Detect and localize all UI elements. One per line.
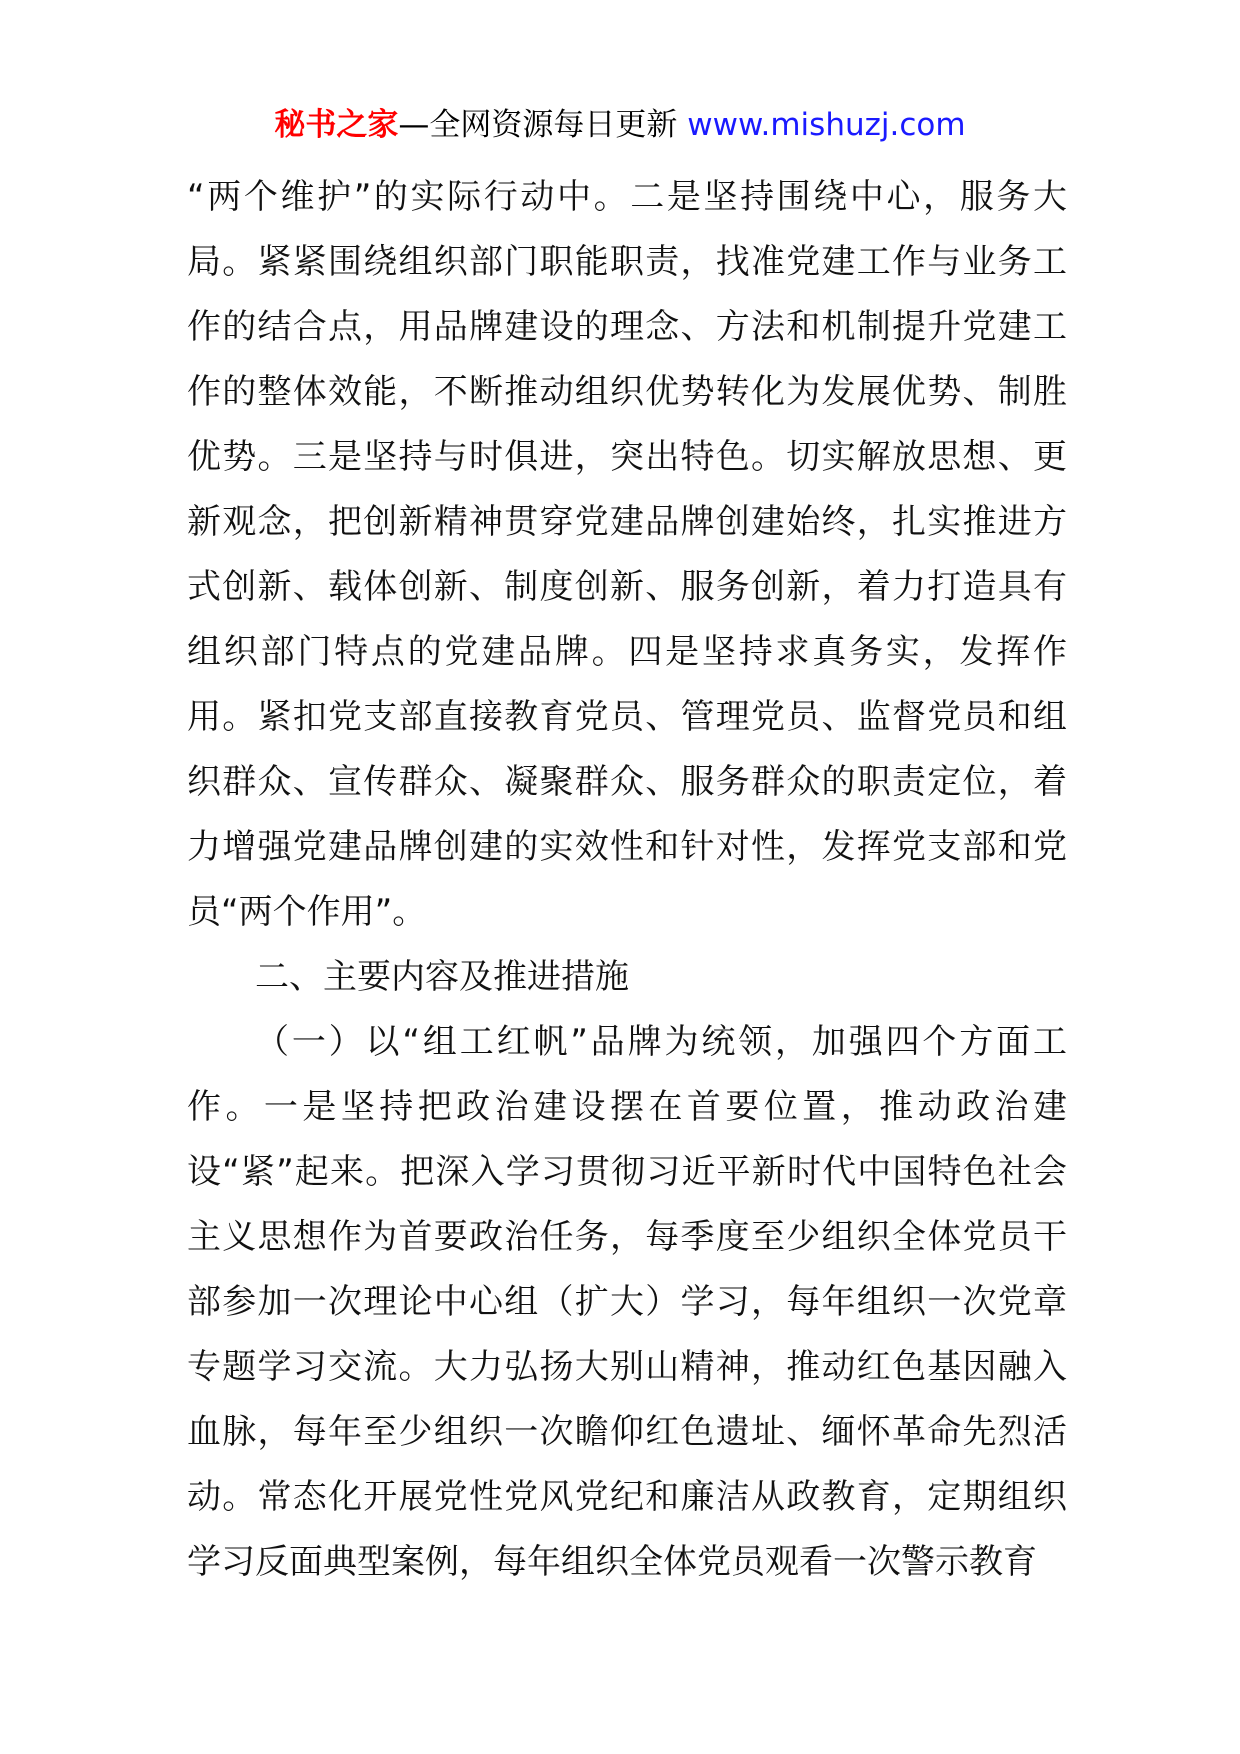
header-brand: 秘书之家 xyxy=(274,107,399,143)
paragraph-section-1: （一）以“组工红帆”品牌为统领，加强四个方面工作。一是坚持把政治建设摆在首要位置，推动政治建设“紧”起来。把深入学习贯彻习近平新时代中国特色社会主义思想作为首要政治任务，每季度至少组织全体党员干部参加一次理论中心组（扩大）学习，每年组织一次党章专题学习交流。大力弘扬大别山精神，推动红色基因融入血脉，每年至少组织一次瞻仰红色遗址、缅怀革命先烈活动。常态化开展党性党风党纪和廉洁从政教育，定期组织学习反面典型案例，每年组织全体党员观看一次警示教育 xyxy=(187,1022,1067,1582)
header-slogan: —全网资源每日更新 xyxy=(398,107,678,143)
header-url-link[interactable]: www.mishuzj.com xyxy=(687,107,966,143)
paragraph-continued: “两个维护”的实际行动中。二是坚持围绕中心，服务大局。紧紧围绕组织部门职能职责，找准党建工作与业务工作的结合点，用品牌建设的理念、方法和机制提升党建工作的整体效能，不断推动组织优势转化为发展优势、制胜优势。三是坚持与时俱进，突出特色。切实解放思想、更新观念，把创新精神贯穿党建品牌创建始终，扎实推进方式创新、载体创新、制度创新、服务创新，着力打造具有组织部门特点的党建品牌。四是坚持求真务实，发挥作用。紧扣党支部直接教育党员、管理党员、监督党员和组织群众、宣传群众、凝聚群众、服务群众的职责定位，着力增强党建品牌创建的实效性和针对性，发挥党支部和党员“两个作用”。 xyxy=(187,177,1067,932)
document-body xyxy=(187,165,1067,1595)
section-heading: 二、主要内容及推进措施 xyxy=(255,957,629,997)
page-header xyxy=(0,103,1240,147)
